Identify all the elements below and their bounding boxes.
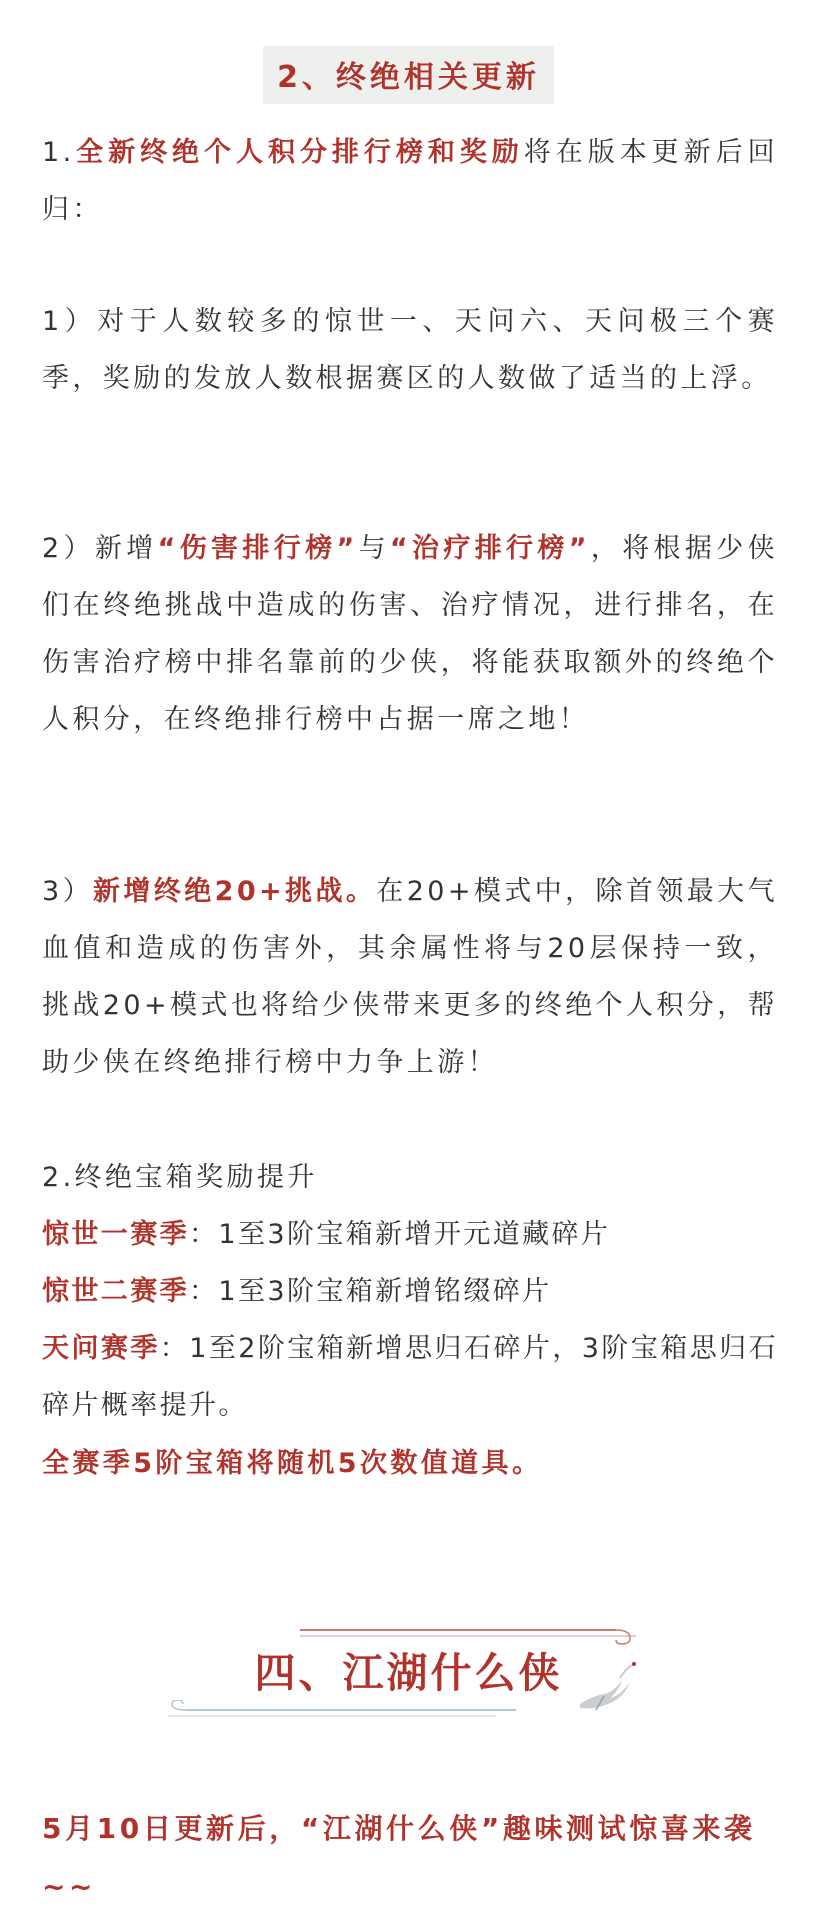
paragraph-1: 1）对于人数较多的惊世一、天问六、天问极三个赛季，奖励的发放人数根据赛区的人数做了适当的上浮。 bbox=[42, 306, 778, 394]
closing-announcement: 5月10日更新后，“江湖什么侠”趣味测试惊喜来袭~~ bbox=[42, 1812, 756, 1903]
p3-highlight: 新增终绝20+挑战。 bbox=[93, 876, 377, 907]
title-ornament-bottom bbox=[166, 1700, 526, 1724]
item1-highlight: 全新终绝个人积分排行榜和奖励 bbox=[74, 137, 524, 168]
row2-text: ：1至3阶宝箱新增铭缀碎片 bbox=[189, 1276, 552, 1307]
paragraph-3 bbox=[42, 863, 778, 1091]
item1-number: 1. bbox=[42, 137, 75, 168]
p2-mid: 与 bbox=[357, 533, 390, 564]
p2-prefix: 2）新增 bbox=[42, 533, 158, 564]
item2-closing: 全赛季5阶宝箱将随机5次数值道具。 bbox=[42, 1448, 543, 1479]
paragraph-2 bbox=[42, 520, 778, 748]
item2-row-2 bbox=[42, 1263, 778, 1320]
p2-highlight-damage: “伤害排行榜” bbox=[157, 533, 358, 564]
section4-title: 四、江湖什么侠 bbox=[254, 1649, 563, 1697]
section-heading bbox=[0, 46, 817, 104]
row1-text: ：1至3阶宝箱新增开元道藏碎片 bbox=[189, 1219, 611, 1250]
row1-label: 惊世一赛季 bbox=[42, 1219, 189, 1250]
item2-row-3 bbox=[42, 1320, 778, 1434]
p2-rest: ，将根据少侠们在终绝挑战中造成的伤害、治疗情况，进行排名，在伤害治疗榜中排名靠前的少侠，将能获取额外的终绝个人积分，在终绝排行榜中占据一席之地！ bbox=[42, 533, 779, 735]
crane-icon bbox=[570, 1652, 650, 1722]
item2-row-1 bbox=[42, 1206, 778, 1263]
item2-title: 2.终绝宝箱奖励提升 bbox=[42, 1162, 318, 1193]
p2-highlight-heal: “治疗排行榜” bbox=[389, 533, 590, 564]
item1-rest: 将在版本更新后回归： bbox=[42, 137, 778, 225]
row3-label: 天问赛季 bbox=[42, 1333, 160, 1364]
row3-text: ：1至2阶宝箱新增思归石碎片，3阶宝箱思归石碎片概率提升。 bbox=[42, 1333, 778, 1421]
p3-rest: 在20+模式中，除首领最大气血值和造成的伤害外，其余属性将与20层保持一致，挑战20+模式也将给少侠带来更多的终绝个人积分，帮助少侠在终绝排行榜中力争上游！ bbox=[42, 876, 778, 1078]
section-heading-text: 2、终绝相关更新 bbox=[263, 46, 554, 104]
item1-paragraph bbox=[42, 124, 778, 238]
p3-prefix: 3） bbox=[42, 876, 93, 907]
row2-label: 惊世二赛季 bbox=[42, 1276, 189, 1307]
